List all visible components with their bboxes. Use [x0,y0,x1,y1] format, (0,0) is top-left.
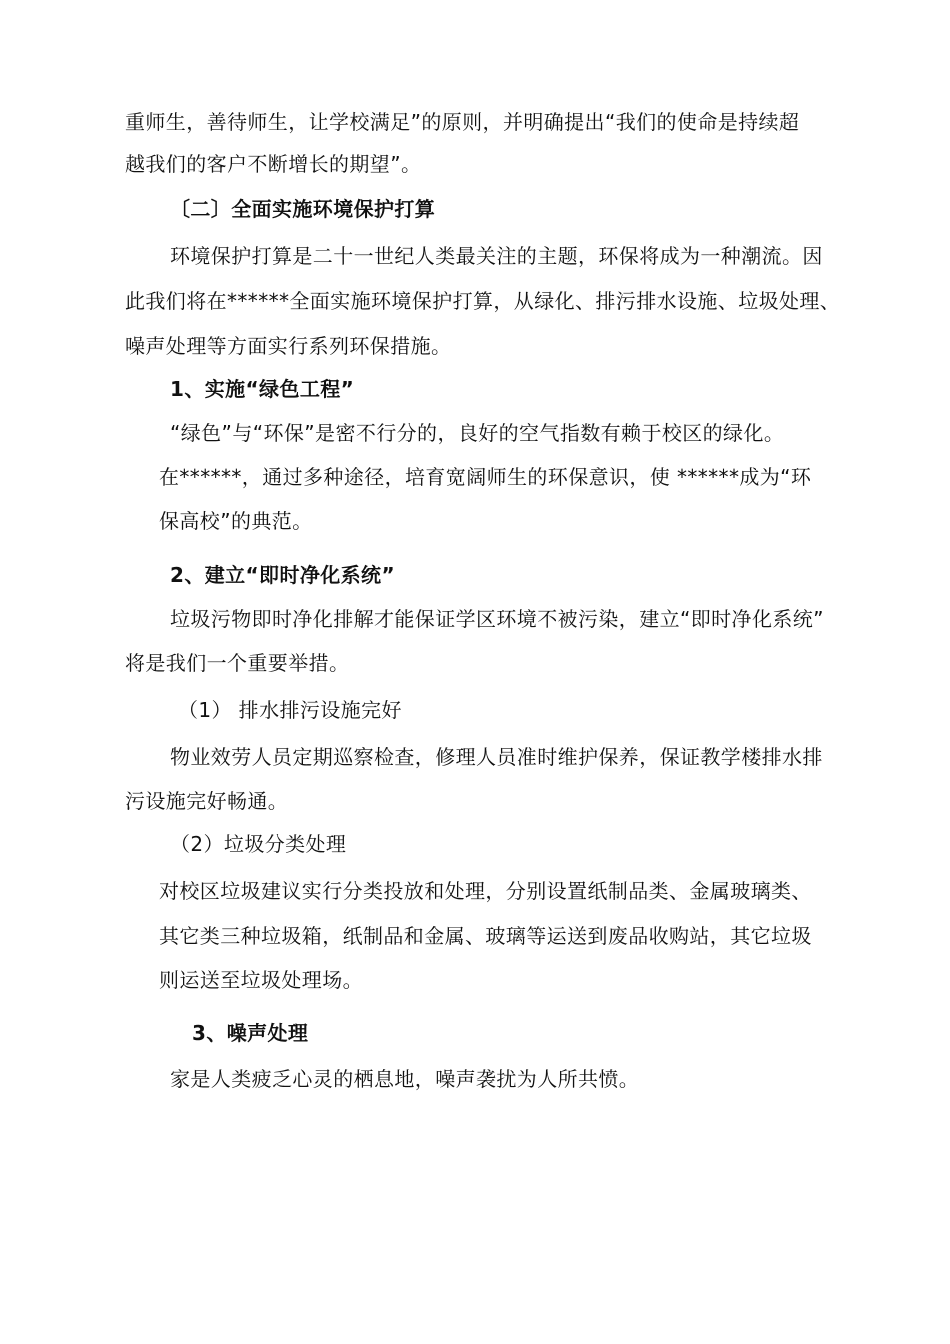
subsection-heading: 2、建立“即时净化系统” [170,563,396,587]
body-text-line: 越我们的客户不断增长的期望”。 [125,152,422,176]
body-text-line: 环境保护打算是二十一世纪人类最关注的主题，环保将成为一种潮流。因 [170,244,823,268]
body-text-line: 家是人类疲乏心灵的栖息地，噪声袭扰为人所共愤。 [170,1067,640,1091]
body-text-line: 对校区垃圾建议实行分类投放和处理，分别设置纸制品类、金属玻璃类、 [159,879,812,903]
subsection-heading: 3、噪声处理 [192,1021,309,1045]
body-text-line: 此我们将在******全面实施环境保护打算，从绿化、排污排水设施、垃圾处理、 [125,289,841,313]
item-heading: （1） 排水排污设施完好 [178,698,402,722]
body-text-line: 垃圾污物即时净化排解才能保证学区环境不被污染，建立“即时净化系统” [170,607,824,631]
item-heading: （2）垃圾分类处理 [170,832,347,856]
subsection-heading: 1、实施“绿色工程” [170,377,355,401]
body-text-line: 其它类三种垃圾箱，纸制品和金属、玻璃等运送到废品收购站，其它垃圾 [159,924,812,948]
body-text-line: 将是我们一个重要举措。 [125,651,350,675]
body-text-line: 噪声处理等方面实行系列环保措施。 [125,334,452,358]
body-text-line: 在******，通过多种途径，培育宽阔师生的环保意识，使 ******成为“环 [159,465,812,489]
body-text-line: 保高校”的典范。 [159,509,313,533]
body-text-line: “绿色”与“环保”是密不行分的，良好的空气指数有赖于校区的绿化。 [170,421,785,445]
body-text-line: 物业效劳人员定期巡察检查，修理人员准时维护保养，保证教学楼排水排 [170,745,823,769]
body-text-line: 则运送至垃圾处理场。 [159,968,363,992]
body-text-line: 重师生，善待师生，让学校满足”的原则，并明确提出“我们的使命是持续超 [125,110,800,134]
body-text-line: 污设施完好畅通。 [125,789,289,813]
section-heading: 〔二〕全面实施环境保护打算 [170,197,436,221]
